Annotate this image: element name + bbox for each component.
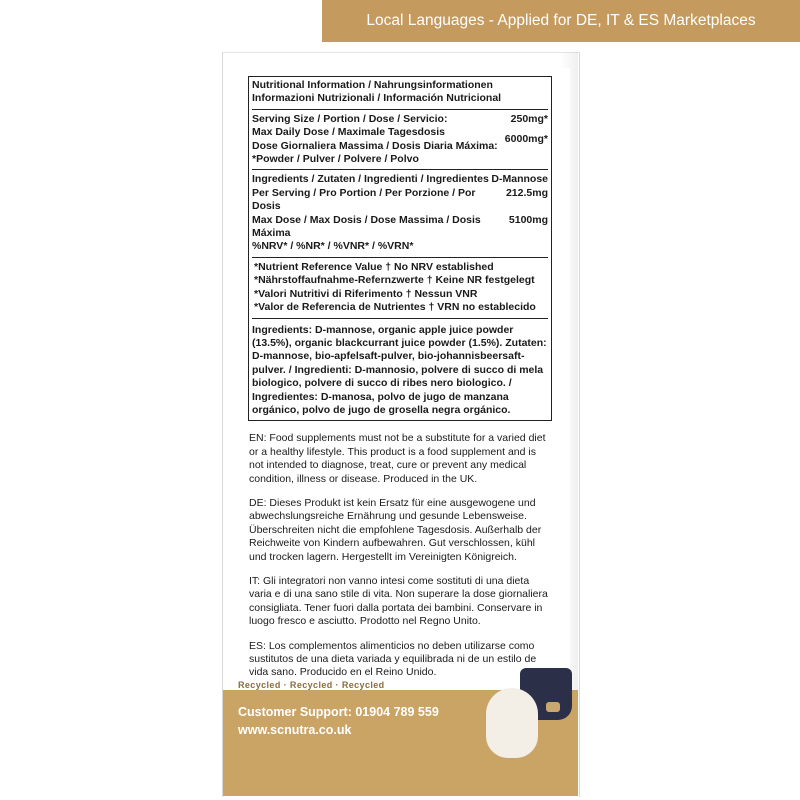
nutrition-panel (248, 76, 552, 421)
dog-jacket-patch (546, 702, 560, 712)
per-serving-row (252, 187, 548, 214)
serving-label: Serving Size / Portion / Dose / Servicio: (252, 112, 448, 125)
max-daily-label-1: Max Daily Dose / Maximale Tagesdosis (252, 126, 445, 139)
nrv-note: *Valor de Referencia de Nutrientes † VRN no establecido (254, 301, 536, 314)
powder-note: *Powder / Pulver / Polvere / Polvo (252, 153, 419, 166)
customer-support-text: Customer Support: 01904 789 559 (238, 705, 439, 719)
ingredients-text: Ingredients: D-mannose, organic apple juice powder (13.5%), organic blackcurrant juice powder (1.5%). Zutaten: D-mannose, bio-apfelsaft-pulver, bio-johannisbeersaft-pulver. / Ingredienti: D-mannosio, polvere di succo di mela biologico, polvere di succo di ribes nero biologico. / Ingredientes: D-manosa, polvo de jugo de manzana orgánico, polvo de jugo de grosella negra orgánico. (252, 323, 547, 416)
max-dose-row (252, 214, 548, 241)
nutrition-heading-1: Nutritional Information / Nahrungsinformationen (252, 79, 493, 91)
ingredients-header-row (252, 173, 548, 186)
serving-value: 250mg* (510, 112, 548, 125)
dog-illustration (486, 688, 538, 758)
statement-en: EN: Food supplements must not be a substitute for a varied diet or a healthy lifestyle. This product is a food supplement and is not intended to diagnose, treat, cure or prevent any medical condition, illness or disease. Produced in the UK. (249, 432, 546, 485)
divider (252, 318, 548, 319)
ingredients-header-value: D-Mannose (491, 173, 548, 186)
ingredients-header: Ingredients / Zutaten / Ingredienti / Ingredientes (252, 173, 489, 186)
nrv-note: *Valori Nutritivi di Riferimento † Nessun VNR (254, 287, 478, 300)
max-daily-row (252, 126, 548, 153)
sticker-label (230, 68, 570, 679)
max-dose-value: 5100mg (508, 213, 548, 226)
max-dose-label: Max Dose / Max Dosis / Dose Massima / Dosis Máxima (252, 213, 481, 240)
max-daily-value: 6000mg* (504, 132, 548, 145)
statement-es: ES: Los complementos alimenticios no deben utilizarse como sustitutos de una dieta variada y equilibrada ni de un estilo de vida sano. Producido en el Reino Unido. (249, 639, 537, 679)
nrv-note: *Nährstoffaufnahme-Refernzwerte † Keine NR festgelegt (254, 274, 535, 287)
website-text: www.scnutra.co.uk (238, 723, 352, 737)
divider (252, 257, 548, 258)
recycle-strip: Recycled · Recycled · Recycled (238, 680, 385, 690)
nutrition-heading-2: Informazioni Nutrizionali / Información Nutricional (252, 92, 502, 105)
divider (252, 169, 548, 170)
per-serving-label: Per Serving / Pro Portion / Per Porzione / Por Dosis (252, 186, 476, 213)
max-daily-label-2: Dose Giornaliera Massima / Dosis Diaria Máxima: (252, 139, 498, 152)
divider (252, 109, 548, 110)
serving-row (252, 113, 548, 126)
marketplace-banner: Local Languages - Applied for DE, IT & ES Marketplaces (322, 0, 800, 42)
nrv-note: *Nutrient Reference Value † No NRV established (254, 260, 494, 273)
statement-de: DE: Dieses Produkt ist kein Ersatz für eine ausgewogene und abwechslungsreiche Ernährung und gesunde Lebensweise. Überschreiten nicht die empfohlene Tagesdosis. Außerhalb der Reichweite von Kindern aufbewahren. Gut verschlossen, kühl und trocken lagern. Hergestellt im Vereinigten Königreich. (249, 496, 542, 563)
per-serving-value: 212.5mg (505, 186, 548, 199)
nrv-row: %NRV* / %NR* / %VNR* / %VRN* (252, 240, 414, 253)
statement-it: IT: Gli integratori non vanno intesi come sostituti di una dieta varia e di una sano stile di vita. Non superare la dose giornaliera consigliata. Tener fuori dalla portata dei bambini. Conservare in luogo fresco e asciutto. Prodotto nel Regno Unito. (249, 575, 548, 628)
